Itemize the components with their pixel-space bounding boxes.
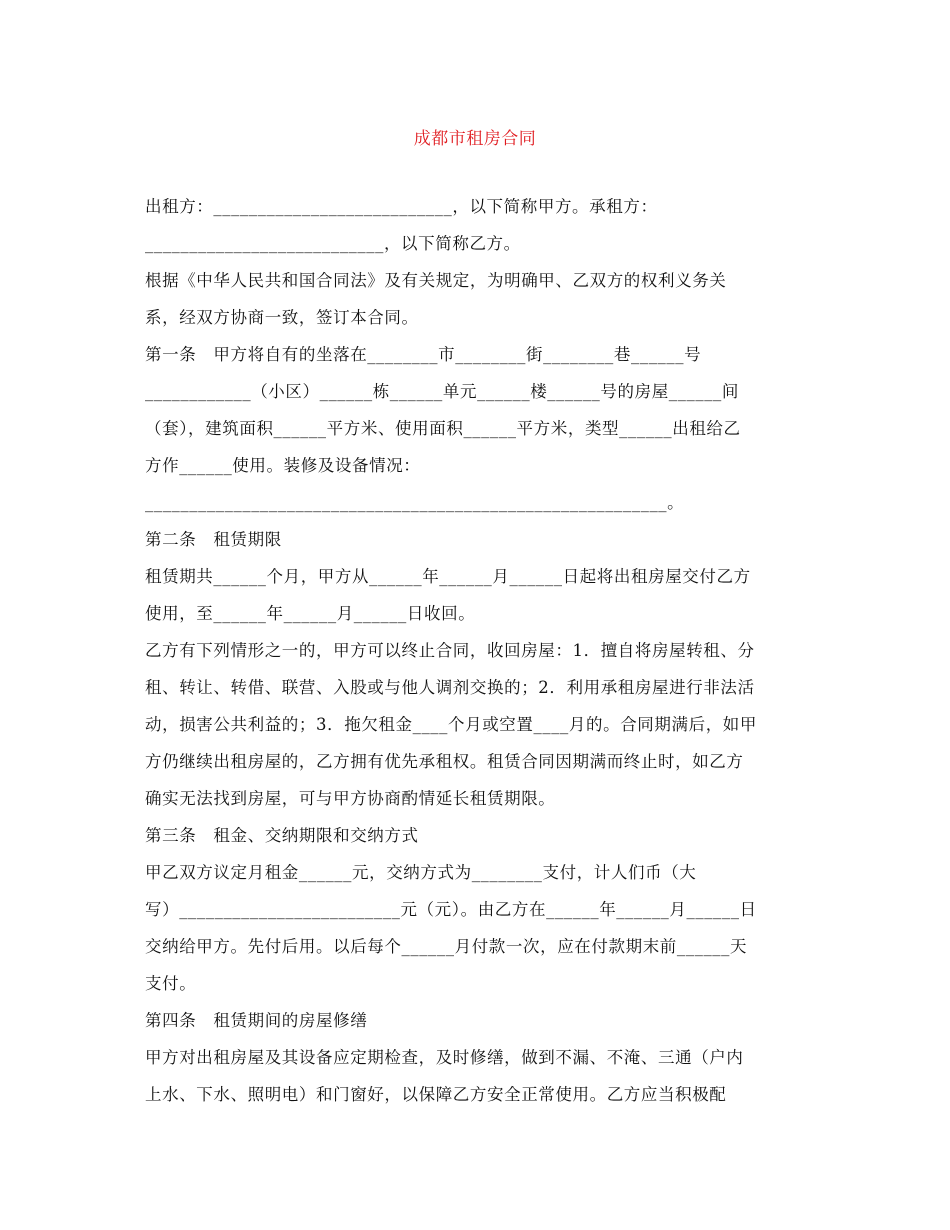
text-line: 系，经双方协商一致，签订本合同。 (145, 308, 419, 327)
text-line: 动，损害公共利益的；3．拖欠租金____个月或空置____月的。合同期满后，如甲 (145, 715, 757, 734)
document-title: 成都市租房合同 (413, 129, 537, 149)
text-line: 确实无法找到房屋，可与甲方协商酌情延长租赁期限。 (145, 789, 556, 808)
document-body (145, 188, 810, 1113)
text-line: 方作______使用。装修及设备情况： (145, 456, 421, 475)
text-line: 根据《中华人民共和国合同法》及有关规定，为明确甲、乙双方的权利义务关 (145, 271, 727, 290)
article-1-line: 第一条 甲方将自有的坐落在________市________街________巷______号 (145, 345, 702, 364)
text-line: 上水、下水、照明电）和门窗好，以保障乙方安全正常使用。乙方应当积极配 (145, 1085, 727, 1104)
text-line: 甲方对出租房屋及其设备应定期检查，及时修缮，做到不漏、不淹、三通（户内 (145, 1048, 744, 1067)
text-line: ____________（小区）______栋______单元______楼______号的房屋______间 (145, 382, 739, 401)
text-line: 出租方：___________________________，以下简称甲方。承租方： (145, 197, 658, 216)
text-line: 使用，至______年______月______日收回。 (145, 604, 476, 623)
text-line: 方仍继续出租房屋的，乙方拥有优先承租权。租赁合同因期满而终止时，如乙方 (145, 752, 744, 771)
text-line: 乙方有下列情形之一的，甲方可以终止合同，收回房屋：1．擅自将房屋转租、分 (145, 641, 755, 660)
article-2-heading: 第二条 租赁期限 (145, 530, 282, 549)
article-4-heading: 第四条 租赁期间的房屋修缮 (145, 1011, 368, 1030)
text-line: 交纳给甲方。先付后用。以后每个______月付款一次，应在付款期末前______天 (145, 937, 748, 956)
text-line: （套），建筑面积______平方米、使用面积______平方米，类型______出租给乙 (145, 419, 741, 438)
text-line: 支付。 (145, 974, 197, 993)
text-line: 甲乙双方议定月租金______元，交纳方式为________支付，计人们币（大 (145, 863, 697, 882)
article-3-heading: 第三条 租金、交纳期限和交纳方式 (145, 826, 419, 845)
text-line: 租、转让、转借、联营、入股或与他人调剂交换的；2．利用承租房屋进行非法活 (145, 678, 755, 697)
text-line: 租赁期共______个月，甲方从______年______月______日起将出租房屋交付乙方 (145, 567, 751, 586)
text-line: 写）_________________________元（元）。由乙方在______年______月______日 (145, 900, 757, 919)
text-line: ___________________________________________________________。 (145, 493, 685, 512)
text-line: ___________________________，以下简称乙方。 (145, 234, 521, 253)
